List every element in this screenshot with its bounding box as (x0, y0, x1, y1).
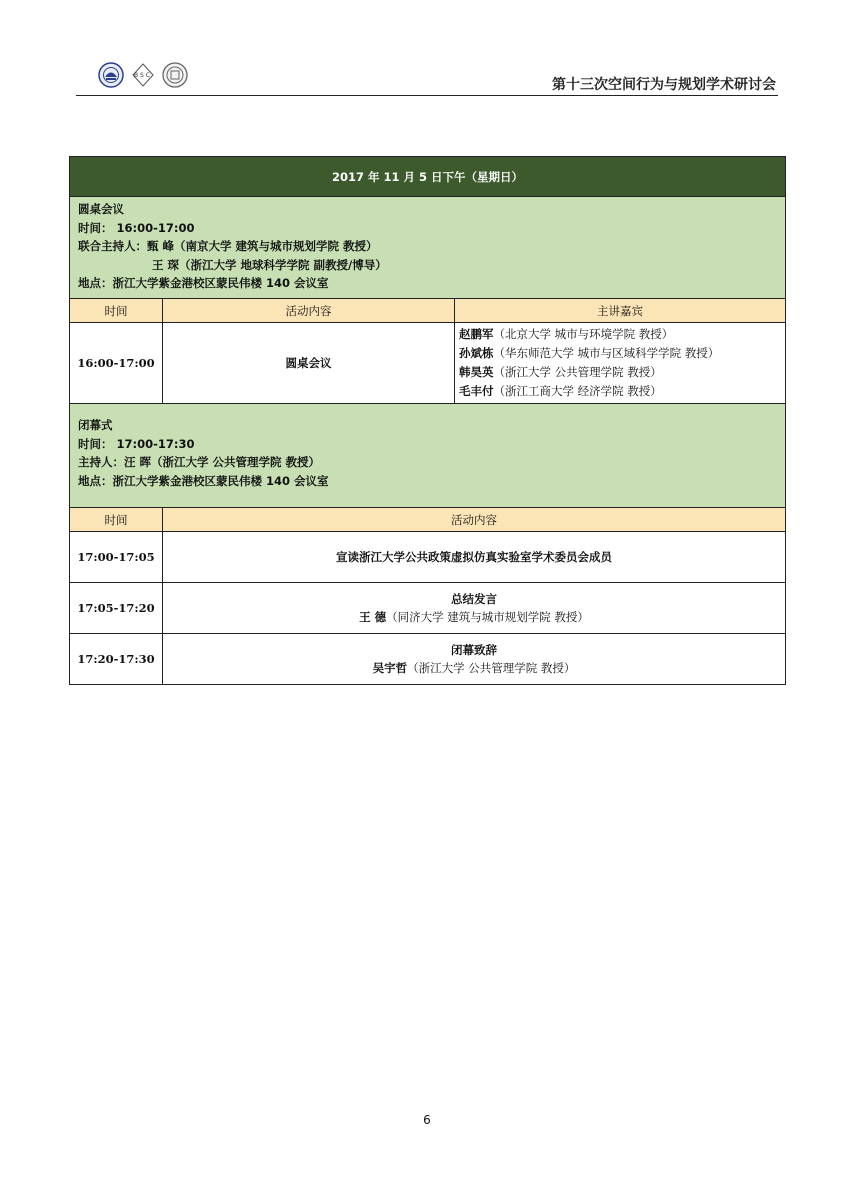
session-host: 王 琛（浙江大学 地球科学学院 副教授/博导） (152, 257, 387, 272)
svg-text:B S C: B S C (134, 72, 150, 79)
column-header-speakers: 主讲嘉宾 (455, 299, 786, 323)
column-header-content: 活动内容 (163, 508, 786, 532)
session-name: 闭幕式 (78, 418, 113, 432)
table-row (70, 634, 786, 685)
session-name: 圆桌会议 (78, 202, 124, 216)
seal-logo-icon (162, 62, 188, 88)
session-host: 联合主持人：甄 峰（南京大学 建筑与城市规划学院 教授） (78, 239, 378, 253)
row-time: 17:00-17:05 (70, 532, 163, 583)
column-header-content: 活动内容 (163, 299, 455, 323)
speaker-item: 韩昊英（浙江大学 公共管理学院 教授） (459, 365, 662, 379)
row-content (163, 583, 786, 634)
table-row (70, 532, 786, 583)
row-content: 宣读浙江大学公共政策虚拟仿真实验室学术委员会成员 (163, 532, 786, 583)
schedule-table (69, 156, 786, 685)
header-title: 第十三次空间行为与规划学术研讨会 (552, 77, 776, 93)
row-speaker: 吴宇哲（浙江大学 公共管理学院 教授） (372, 661, 576, 675)
speaker-item: 赵鹏军（北京大学 城市与环境学院 教授） (459, 327, 674, 341)
session-location: 地点：浙江大学紫金港校区蒙民伟楼 140 会议室 (78, 473, 329, 488)
page-header (76, 60, 778, 96)
session-host: 主持人：汪 晖（浙江大学 公共管理学院 教授） (78, 455, 321, 469)
day-title: 2017 年 11 月 5 日下午（星期日） (70, 157, 786, 197)
row-time: 17:05-17:20 (70, 583, 163, 634)
roundtable-session-info (70, 197, 786, 299)
row-content (163, 634, 786, 685)
column-header-time: 时间 (70, 299, 163, 323)
column-header-time: 时间 (70, 508, 163, 532)
bsc-logo-icon (130, 62, 156, 88)
table-row (70, 583, 786, 634)
session-time: 时间： 16:00-17:00 (78, 220, 195, 235)
speaker-item: 孙斌栋（华东师范大学 城市与区域科学学院 教授） (459, 346, 720, 360)
page-number: 6 (423, 1113, 431, 1127)
row-title: 闭幕致辞 (451, 643, 498, 657)
row-content: 圆桌会议 (163, 323, 455, 404)
session-location: 地点：浙江大学紫金港校区蒙民伟楼 140 会议室 (78, 276, 329, 290)
session-time: 时间： 17:00-17:30 (78, 436, 195, 451)
row-time: 17:20-17:30 (70, 634, 163, 685)
table-row (70, 323, 786, 404)
closing-session-info (70, 404, 786, 508)
row-time: 16:00-17:00 (70, 323, 163, 404)
speaker-item: 毛丰付（浙江工商大学 经济学院 教授） (459, 384, 662, 398)
row-speaker: 王 德（同济大学 建筑与城市规划学院 教授） (359, 610, 589, 624)
row-speakers (455, 323, 786, 404)
row-title: 总结发言 (451, 592, 498, 606)
logo-group (98, 62, 188, 88)
university-emblem-icon (98, 62, 124, 88)
